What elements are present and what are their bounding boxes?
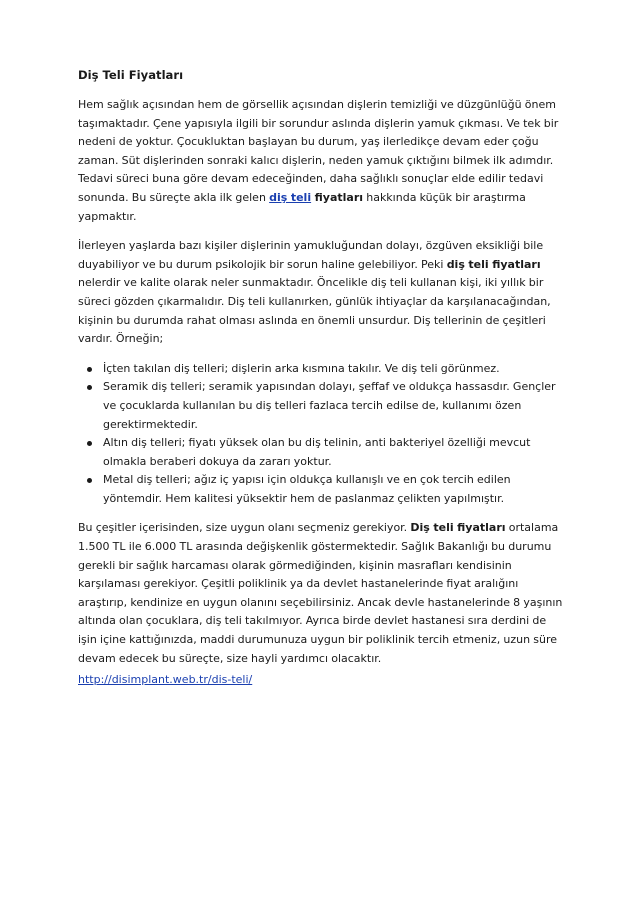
list-item-text: Metal diş telleri; ağız iç yapısı için oldukça kullanışlı ve en çok tercih edilen yöntemdir. Hem kalitesi yüksektir hem de paslanmaz çelikten yapılmıştır. (103, 473, 511, 505)
bullet-icon (87, 478, 92, 483)
second-text: İlerleyen yaşlarda bazı kişiler dişlerinin yamukluğundan dolayı, özgüven eksikliği bile duyabiliyor ve bu durum psikolojik bir sorun haline gelebiliyor. Peki (78, 239, 544, 271)
list-item-text: İçten takılan diş telleri; dişlerin arka kısmına takılır. Ve diş teli görünmez. (103, 361, 500, 375)
third-text: Bu çeşitler içerisinden, size uygun olanı seçmeniz gerekiyor. (78, 521, 411, 535)
list-item (78, 471, 566, 508)
brace-types-list (78, 360, 566, 509)
list-item (78, 434, 566, 471)
third-bold-keyword: Diş teli fiyatları (410, 521, 506, 535)
document-title: Diş Teli Fiyatları (78, 68, 184, 82)
intro-bold-keyword: fiyatları (311, 190, 364, 204)
bullet-icon (87, 441, 92, 446)
third-paragraph (78, 519, 566, 668)
list-item-text: Seramik diş telleri; seramik yapısından dolayı, şeffaf ve oldukça hassasdır. Gençler ve çocuklarda kullanılan bu diş telleri fazlaca tercih edilse de, kullanımı özen gerektirmektedir. (103, 380, 556, 431)
list-item (78, 360, 566, 379)
intro-text: Hem sağlık açısından hem de görsellik açısından dişlerin temizliği ve düzgünlüğü önem taşımaktadır. Çene yapısıyla ilgili bir sorundur aslında dişlerin yamuk çıkması. Ve tek bir nedeni de yoktur. Çocukluktan başlayan bu durum, yaş ilerledikçe devam eder çoğu zaman. Süt dişlerinden sonraki kalıcı dişlerin, neden yamuk çıktığını bilmek ilk adımdır. Tedavi süreci buna göre devam edeceğinden, daha sağlıklı sonuçlar elde edilir tedavi sonunda. Bu süreçte akla ilk gelen (78, 98, 559, 204)
second-text-end: nelerdir ve kalite olarak neler sunmaktadır. Öncelikle diş teli kullanan kişi, iki yıllık bir süreci gözden çıkarmalıdır. Diş teli kullanırken, günlük ihtiyaçlar da karşılanacağından, kişinin bu durumda rahat olması aslında en önemli unsurdur. Diş tellerinin de çeşitleri vardır. Örneğin; (78, 276, 551, 346)
third-text-end: ortalama 1.500 TL ile 6.000 TL arasında değişkenlik göstermektedir. Sağlık Bakanlığı bu durumu gerekli bir sağlık harcaması olarak görmediğinden, kişinin masrafları kendisinin karşılaması gerekiyor. Çeşitli poliklinik ya da devlet hastanelerinde fiyat aralığını araştırıp, kendinize en uygun olanını seçebilirsiniz. Ancak devle hastanelerinde 8 yaşının altında olan çocuklara, diş teli takılmıyor. Ayrıca birde devlet hastanesi sıra derdini de işin içine kattığınızda, maddi durumunuza uygun bir poliklinik tercih etmeniz, uzun süre devam edecek bu süreçte, size hayli yardımcı olacaktır. (78, 521, 563, 665)
second-paragraph (78, 237, 566, 349)
intro-text-end: hakkında küçük bir araştırma yapmaktır. (78, 190, 526, 223)
intro-paragraph (78, 96, 566, 226)
second-bold-keyword: diş teli fiyatları (446, 257, 541, 271)
list-item-text: Altın diş telleri; fiyatı yüksek olan bu diş telinin, anti bakteriyel özelliği mevcut olmakla beraberi dokuya da zararı yoktur. (103, 436, 531, 468)
dis-teli-link[interactable]: diş teli (269, 190, 312, 204)
list-item (78, 378, 566, 434)
bullet-icon (87, 367, 92, 372)
bullet-icon (87, 385, 92, 390)
source-link[interactable]: http://disimplant.web.tr/dis-teli/ (78, 673, 253, 687)
